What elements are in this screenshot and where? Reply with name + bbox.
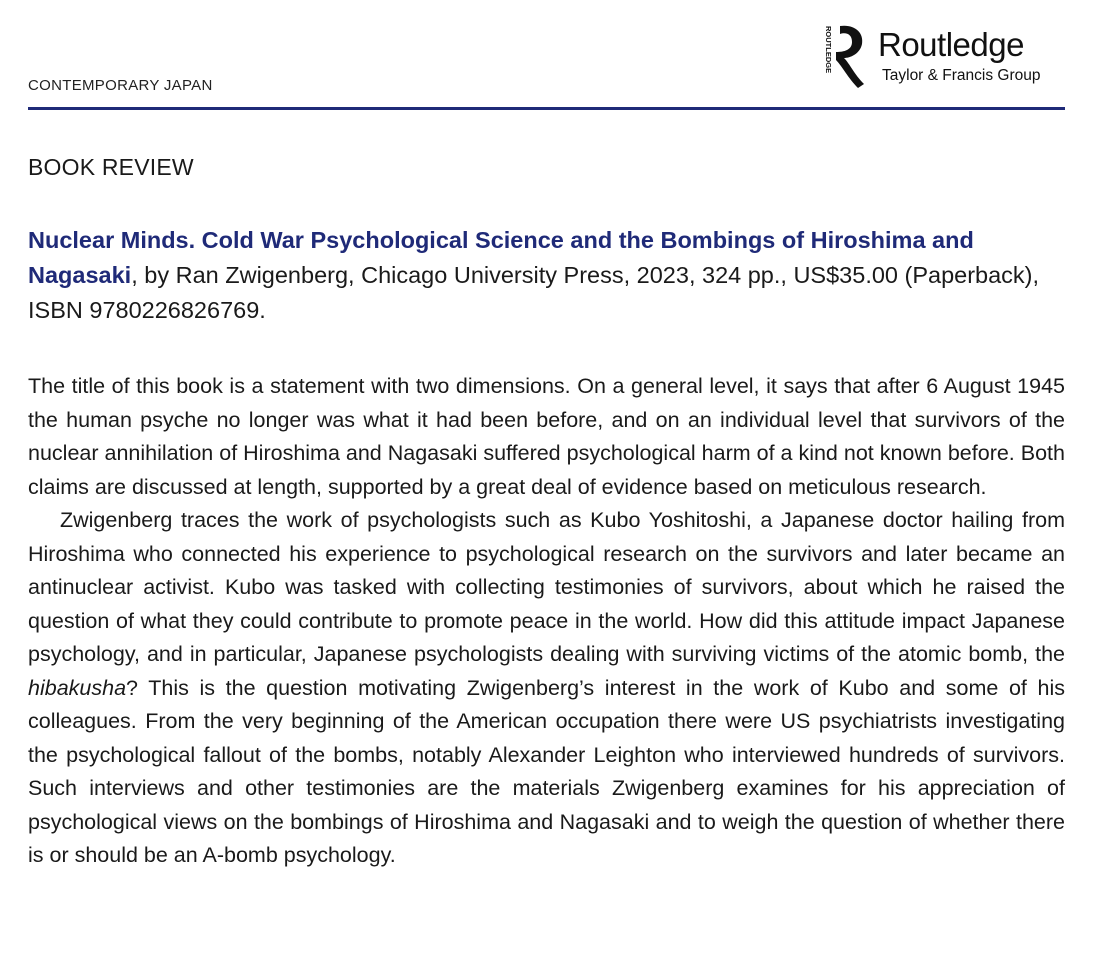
book-citation bbox=[28, 223, 1065, 328]
book-details: , by Ran Zwigenberg, Chicago University Press, 2023, 324 pp., US$35.00 (Paperback), ISBN 9780226826769. bbox=[28, 262, 1040, 323]
book-title: Nuclear Minds. Cold War Psychological Science and the Bombings of Hiroshima and Nagasaki bbox=[28, 227, 974, 288]
review-body bbox=[28, 370, 1065, 873]
section-label: BOOK REVIEW bbox=[28, 154, 194, 180]
routledge-vertical-text: ROUTLEDGE bbox=[824, 26, 833, 74]
journal-name: CONTEMPORARY JAPAN bbox=[28, 77, 213, 94]
publisher-name: Routledge bbox=[878, 26, 1024, 63]
publisher-logo bbox=[820, 22, 1070, 94]
paragraph-2-italic-term: hibakusha bbox=[28, 675, 127, 700]
publisher-group: Taylor & Francis Group bbox=[882, 67, 1041, 84]
header-divider bbox=[28, 107, 1065, 110]
paragraph-1: The title of this book is a statement with two dimensions. On a general level, it says that after 6 August 1945 the human psyche no longer was what it had been before, and on an individual level that survivors of the nuclear annihilation of Hiroshima and Nagasaki suffered psychological harm of a kind not known before. Both claims are discussed at length, supported by a great deal of evidence based on meticulous research. bbox=[28, 374, 1065, 499]
routledge-mark-icon bbox=[820, 22, 868, 92]
paragraph-2-part-2: ? This is the question motivating Zwigenberg’s interest in the work of Kubo and some of his colleagues. From the very beginning of the American occupation there were US psychiatrists investigating the psychological fallout of the bombs, notably Alexander Leighton who interviewed hundreds of survivors. Such interviews and other testimonies are the materials Zwigenberg examines for his appreciation of psychological views on the bombings of Hiroshima and Nagasaki and to weigh the question of whether there is or should be an A-bomb psychology. bbox=[28, 675, 1065, 867]
paragraph-2-part-1: Zwigenberg traces the work of psychologists such as Kubo Yoshitoshi, a Japanese doctor hailing from Hiroshima who connected his experience to psychological research on the survivors and later became an antinuclear activist. Kubo was tasked with collecting testimonies of survivors, about which he raised the question of what they could contribute to promote peace in the world. How did this attitude impact Japanese psychology, and in particular, Japanese psychologists dealing with surviving victims of the atomic bomb, the bbox=[28, 508, 1065, 666]
paragraph-2 bbox=[28, 504, 1065, 873]
